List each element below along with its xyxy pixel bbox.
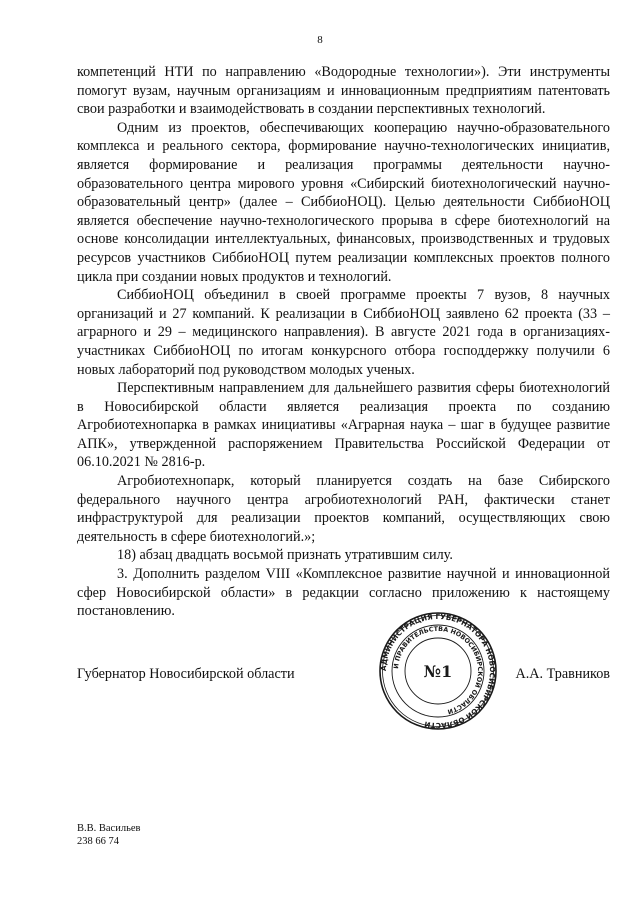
signature-title: Губернатор Новосибирской области	[77, 666, 295, 682]
paragraph: Одним из проектов, обеспечивающих кооперацию научно-образовательного комплекса и реального сектора, формирование научно-технологических инициатив, является формирование и реализация программы деятельности научно-образовательного центра мирового уровня «Сибирский биотехнологический научно-образовательный центр» (далее – СиббиоНОЦ). Целью деятельности СиббиоНОЦ является обеспечение научно-технологического прорыва в сфере биотехнологий на основе консолидации интеллектуальных, финансовых, производственных и трудовых ресурсов участников СиббиоНОЦ путем реализации комплексных проектов полного цикла при создании новых продуктов и технологий.	[77, 119, 610, 285]
paragraph: Агробиотехнопарк, который планируется создать на базе Сибирского федерального научного центра агробиотехнологий РАН, фактически станет инфраструктурой для реализации проектов компаний, осуществляющих свою деятельность в сфере биотехнологий.»;	[77, 473, 610, 545]
paragraph: СиббиоНОЦ объединил в своей программе проекты 7 вузов, 8 научных организаций и 27 компаний. К реализации в СиббиоНОЦ заявлено 62 проекта (33 – аграрного и 29 – медицинского направления). В августе 2021 года в организациях-участниках СиббиоНОЦ по итогам конкурсного отбора господдержку получили 6 новых лабораторий под руководством молодых ученых.	[77, 287, 610, 378]
signature-block	[77, 666, 610, 688]
official-seal	[377, 610, 499, 732]
seal-outer-text: АДМИНИСТРАЦИЯ ГУБЕРНАТОРА НОВОСИБИРСКОЙ ОБЛАСТИ	[378, 611, 498, 731]
seal-inner-text: И ПРАВИТЕЛЬСТВА НОВОСИБИРСКОЙ ОБЛАСТИ	[391, 624, 485, 716]
document-body	[77, 63, 610, 621]
page-number: 8	[317, 34, 323, 46]
seal-center-text: №1	[423, 662, 453, 681]
executor-info	[77, 822, 140, 848]
paragraph: Перспективным направлением для дальнейшего развития сферы биотехнологий в Новосибирской области является реализация проекта по созданию Агробиотехнопарка в рамках инициативы «Аграрная наука – шаг в будущее развитие АПК», утвержденной распоряжением Правительства Российской Федерации от 06.10.2021 № 2816-р.	[77, 380, 610, 471]
paragraph: 18) абзац двадцать восьмой признать утратившим силу.	[117, 547, 453, 564]
executor-name: В.В. Васильев	[77, 823, 141, 834]
paragraph: 3. Дополнить разделом VIII «Комплексное развитие научной и инновационной сфер Новосибирской области» в редакции согласно приложению к настоящему постановлению.	[77, 566, 610, 620]
paragraph: компетенций НТИ по направлению «Водородные технологии»). Эти инструменты помогут вузам, научным организациям и инновационным предприятиям патентовать свои разработки и взаимодействовать в создании перспективных технологий.	[77, 64, 610, 118]
signature-name: А.А. Травников	[515, 666, 610, 682]
executor-phone: 238 66 74	[77, 836, 119, 847]
